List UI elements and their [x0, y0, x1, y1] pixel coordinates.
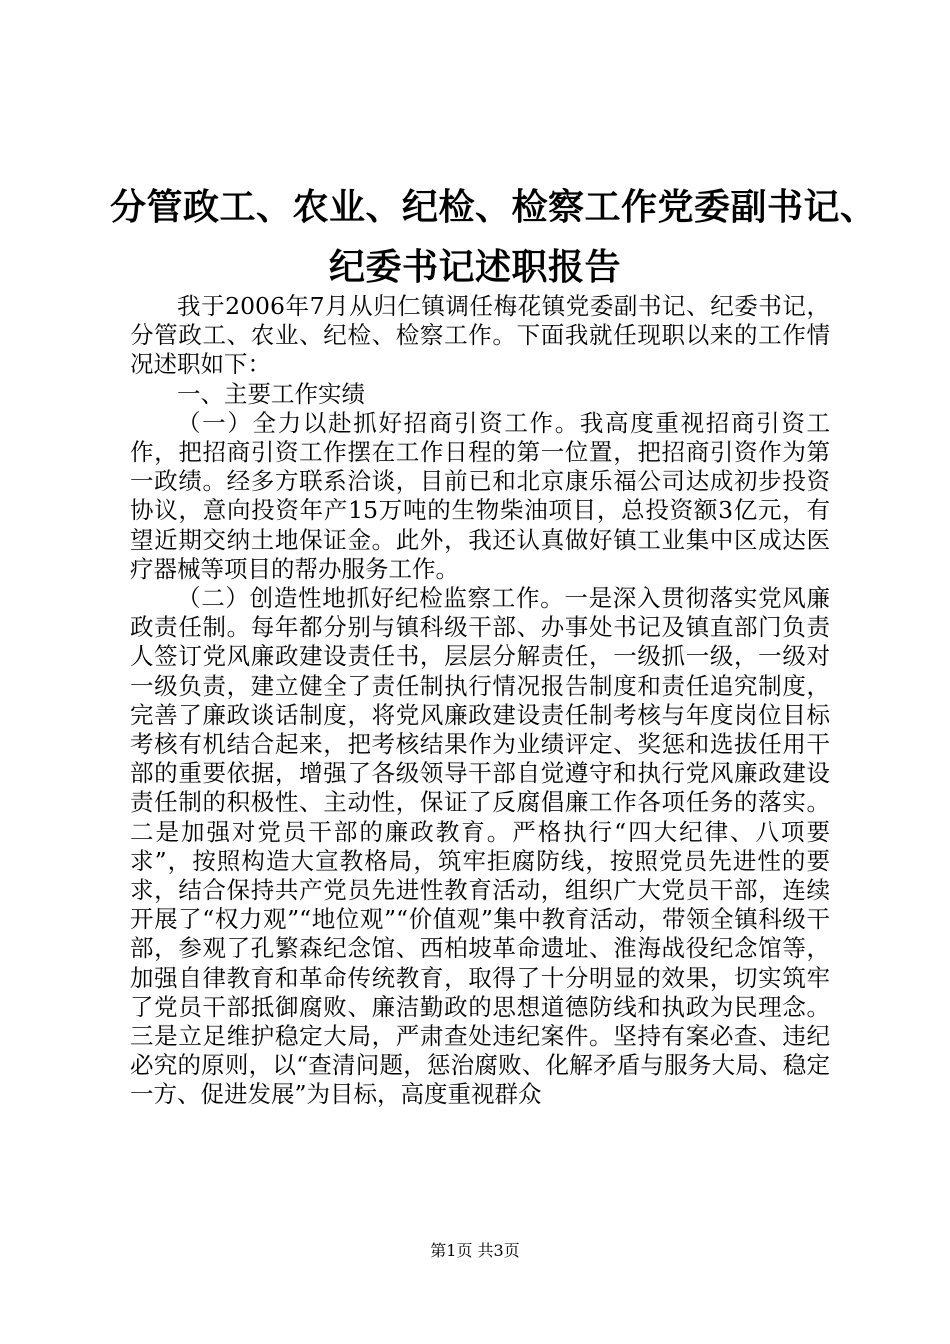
page-footer: 第1页 共3页 — [430, 1241, 520, 1260]
paragraph-investment: （一）全力以赴抓好招商引资工作。我高度重视招商引资工作，把招商引资工作摆在工作日程的第一位置，把招商引资作为第一政绩。经多方联系洽谈，目前已和北京康乐福公司达成初步投资协议，意向投资年产15万吨的生物柴油项目，总投资额3亿元，有望近期交纳土地保证金。此外，我还认真做好镇工业集中区成达医疗器械等项目的帮办服务工作。 — [130, 408, 830, 583]
document-body — [130, 292, 830, 1110]
section-heading: 一、主要工作实绩 — [177, 379, 365, 408]
paragraph-discipline: （二）创造性地抓好纪检监察工作。一是深入贯彻落实党风廉政责任制。每年都分别与镇科级干部、办事处书记及镇直部门负责人签订党风廉政建设责任书，层层分解责任，一级抓一级，一级对一级负责，建立健全了责任制执行情况报告制度和责任追究制度，完善了廉政谈话制度，将党风廉政建设责任制考核与年度岗位目标考核有机结合起来，把考核结果作为业绩评定、奖惩和选拔任用干部的重要依据，增强了各级领导干部自觉遵守和执行党风廉政建设责任制的积极性、主动性，保证了反腐倡廉工作各项任务的落实。二是加强对党员干部的廉政教育。严格执行“四大纪律、八项要求”，按照构造大宣教格局，筑牢拒腐防线，按照党员先进性的要求，结合保持共产党员先进性教育活动，组织广大党员干部，连续开展了“权力观”“地位观”“价值观”集中教育活动，带领全镇科级干部，参观了孔繁森纪念馆、西柏坡革命遗址、淮海战役纪念馆等，加强自律教育和革命传统教育，取得了十分明显的效果，切实筑牢了党员干部抵御腐败、廉洁勤政的思想道德防线和执政为民理念。三是立足维护稳定大局，严肃查处违纪案件。坚持有案必查、违纪必究的原则，以“查清问题，惩治腐败、化解矛盾与服务大局、稳定一方、促进发展”为目标，高度重视群众 — [130, 584, 830, 1109]
document-title-line-2: 纪委书记述职报告 — [328, 247, 621, 288]
paragraph-intro: 我于2006年7月从归仁镇调任梅花镇党委副书记、纪委书记，分管政工、农业、纪检、检察工作。下面我就任现职以来的工作情况述职如下： — [130, 292, 830, 379]
document-title-line-1: 分管政工、农业、纪检、检察工作党委副书记、 — [110, 187, 877, 228]
